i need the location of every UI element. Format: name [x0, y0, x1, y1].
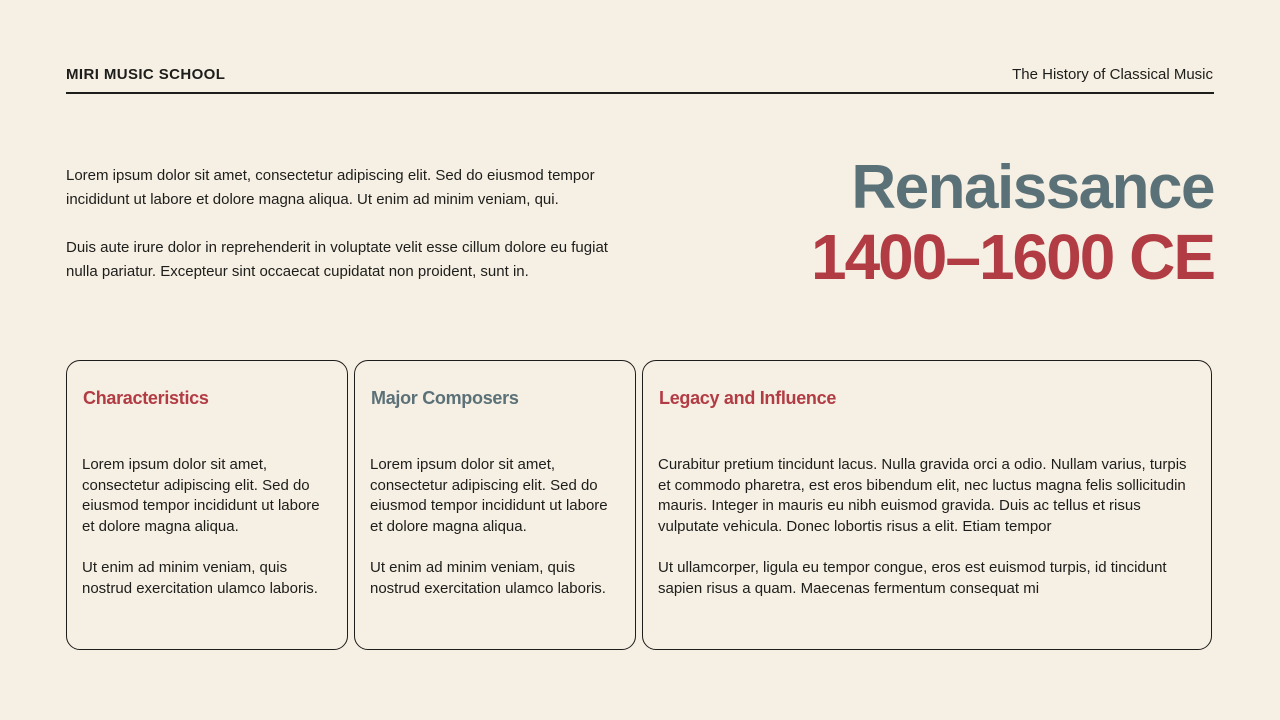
- presentation-subtitle: The History of Classical Music: [1012, 66, 1213, 83]
- card-major-composers: [354, 360, 636, 650]
- header-divider: [66, 92, 1214, 94]
- card-paragraph: Lorem ipsum dolor sit amet, consectetur adipiscing elit. Sed do eiusmod tempor incididunt ut labore et dolore magna aliqua.: [82, 456, 320, 535]
- intro-paragraph: Lorem ipsum dolor sit amet, consectetur adipiscing elit. Sed do eiusmod tempor incididunt ut labore et dolore magna aliqua. Ut enim ad minim veniam, qui.: [66, 167, 595, 208]
- card-title: Legacy and Influence: [659, 388, 837, 408]
- card-title: Characteristics: [83, 388, 209, 408]
- card-body: [370, 455, 623, 620]
- intro-text: [66, 164, 626, 308]
- era-title: Renaissance: [851, 153, 1214, 222]
- card-body: [82, 455, 335, 620]
- card-paragraph: Lorem ipsum dolor sit amet, consectetur adipiscing elit. Sed do eiusmod tempor incididunt ut labore et dolore magna aliqua.: [370, 456, 608, 535]
- card-legacy-and-influence: [642, 360, 1212, 650]
- card-title: Major Composers: [371, 388, 519, 408]
- school-name: MIRI MUSIC SCHOOL: [66, 66, 226, 83]
- era-heading: [654, 152, 1214, 293]
- card-paragraph: Ut enim ad minim veniam, quis nostrud exercitation ulamco laboris.: [82, 558, 318, 597]
- era-years: 1400–1600 CE: [810, 221, 1214, 293]
- card-paragraph: Curabitur pretium tincidunt lacus. Nulla gravida orci a odio. Nullam varius, turpis et commodo pharetra, est eros bibendum elit, nec luctus magna felis sollicitudin mauris. Integer in mauris eu nibh euismod gravida. Duis ac tellus et risus vulputate vehicula. Donec lobortis risus a elit. Etiam tempor: [658, 456, 1187, 535]
- card-characteristics: [66, 360, 348, 650]
- card-paragraph: Ut ullamcorper, ligula eu tempor congue, eros est euismod turpis, id tincidunt sapien risus a quam. Maecenas fermentum consequat mi: [658, 558, 1167, 597]
- intro-paragraph: Duis aute irure dolor in reprehenderit in voluptate velit esse cillum dolore eu fugiat nulla pariatur. Excepteur sint occaecat cupidatat non proident, sunt in.: [66, 239, 608, 280]
- card-paragraph: Ut enim ad minim veniam, quis nostrud exercitation ulamco laboris.: [370, 558, 606, 597]
- card-body: [658, 455, 1199, 620]
